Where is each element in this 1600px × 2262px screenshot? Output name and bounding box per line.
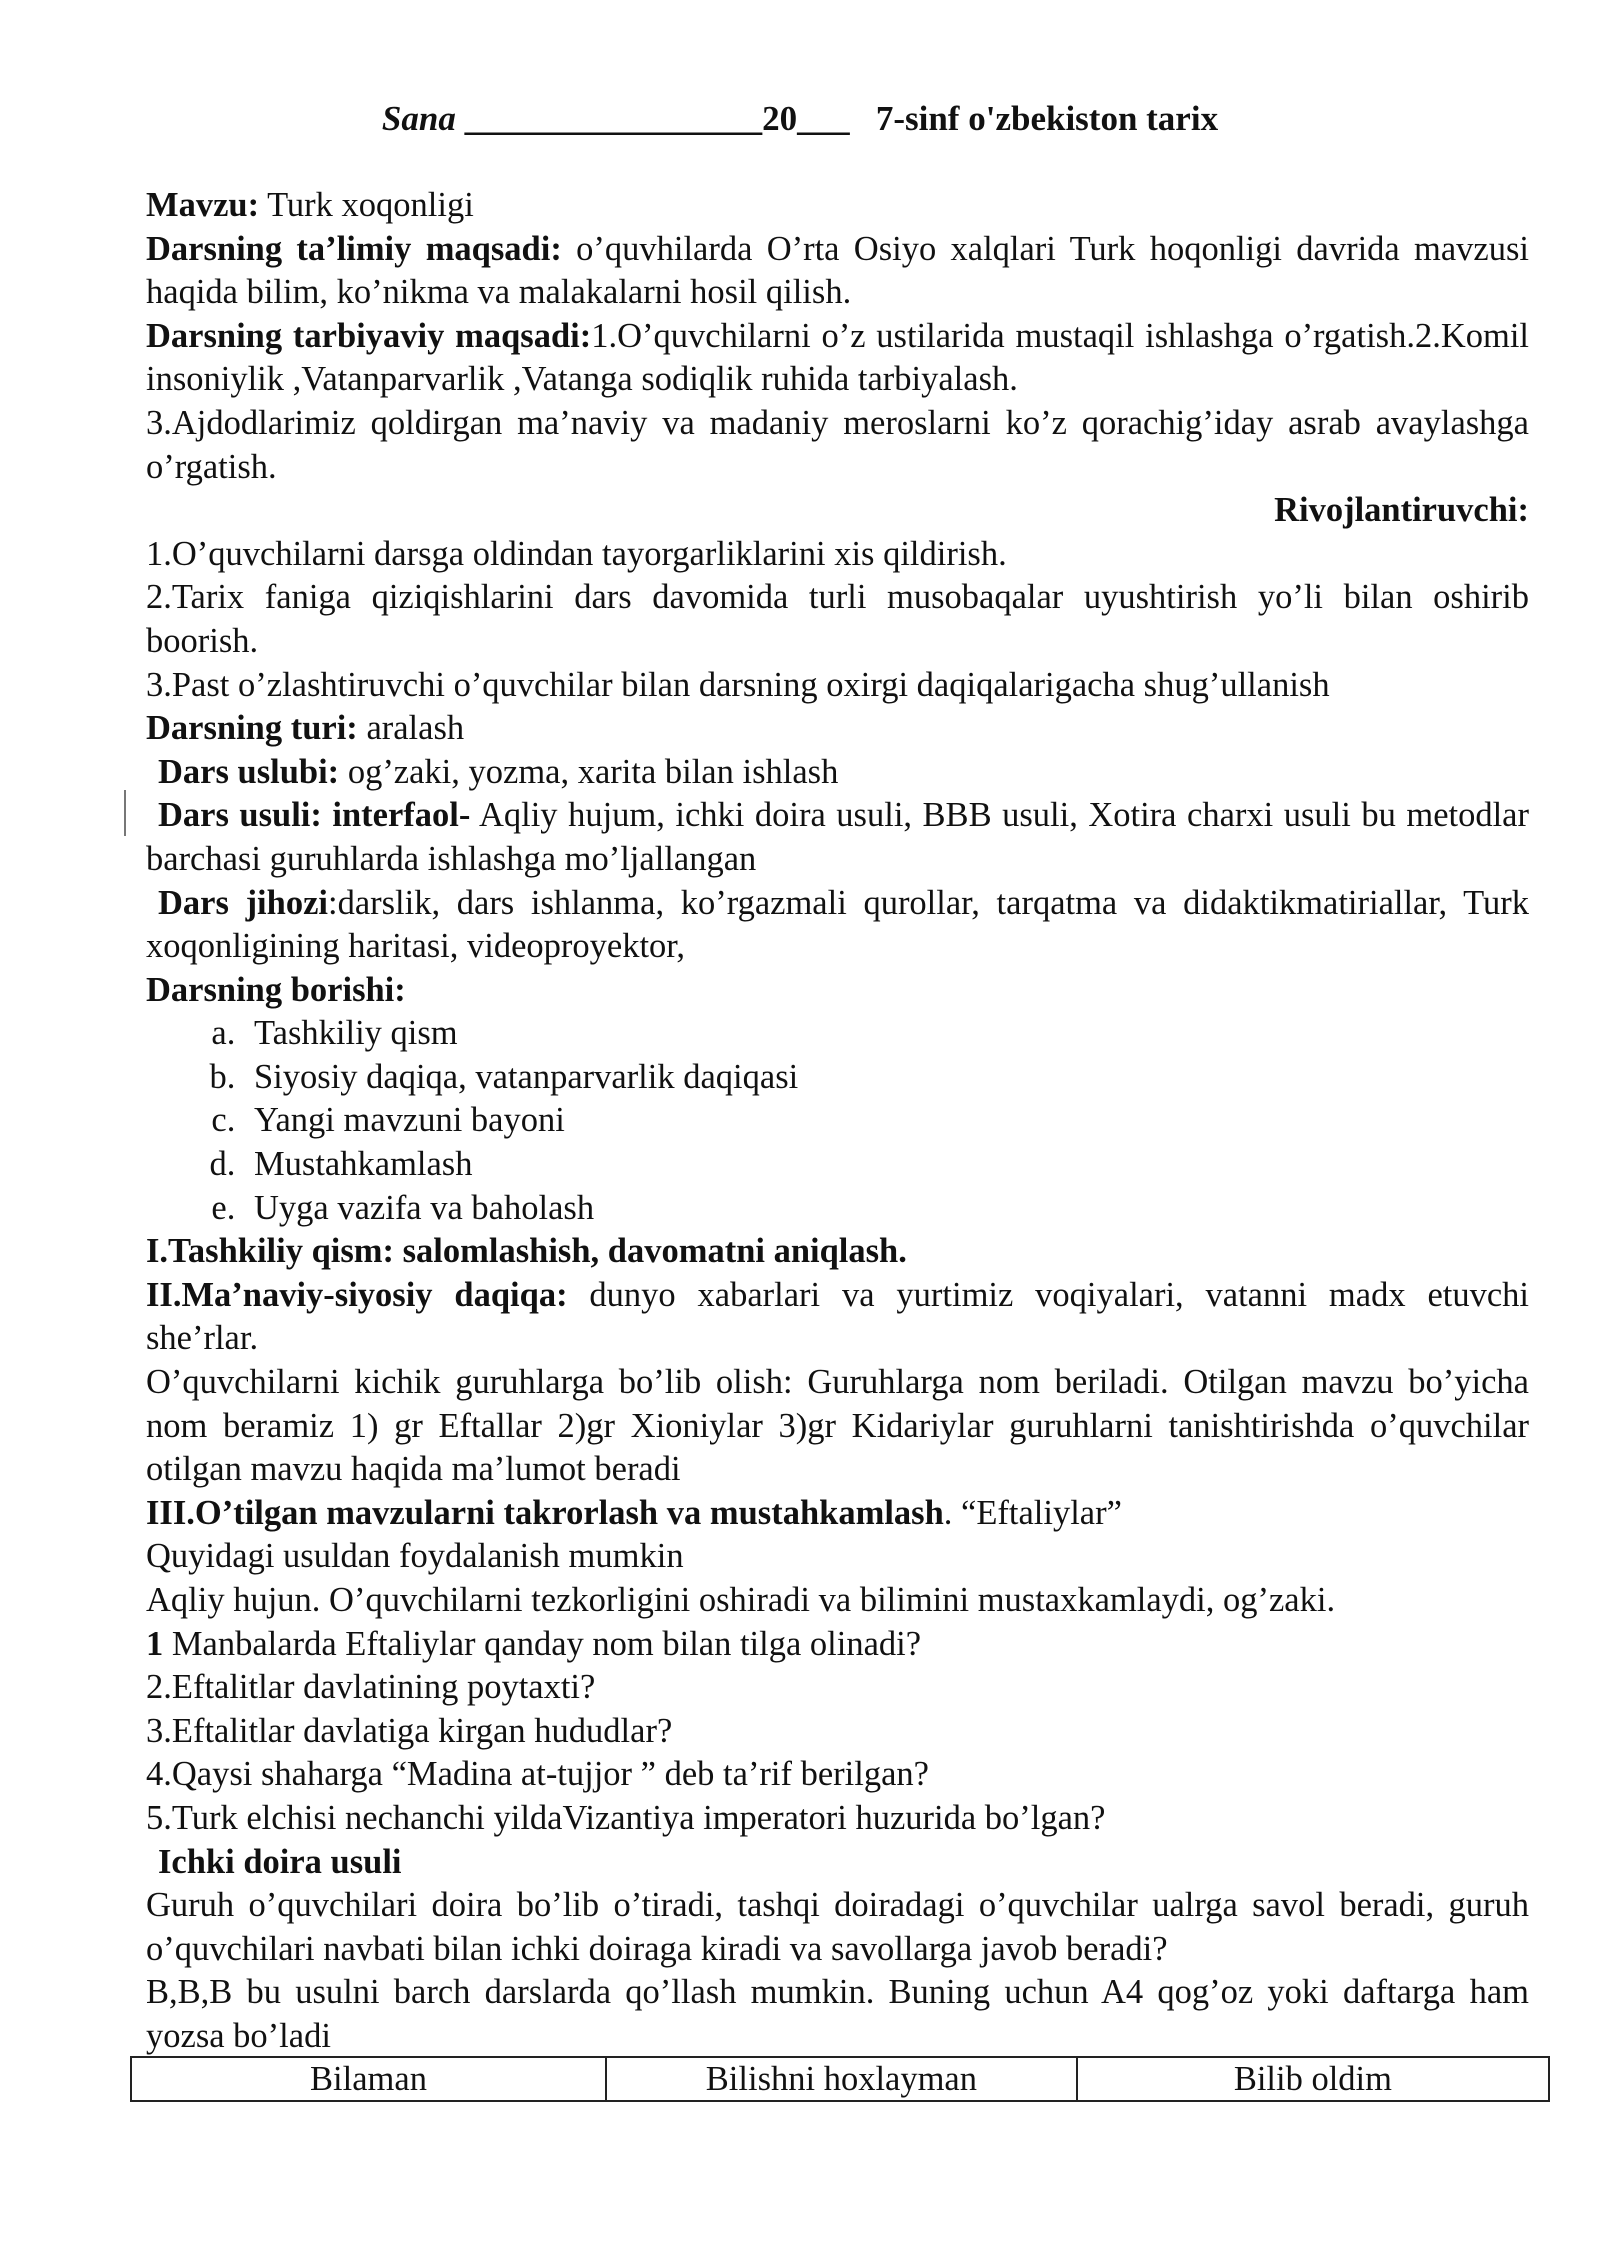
usuli-line <box>146 794 1529 881</box>
cursor-bar <box>124 790 126 836</box>
borishi-heading <box>146 969 1529 1013</box>
table-header-row <box>131 2057 1549 2101</box>
section-1 <box>146 1230 1529 1274</box>
usuli-value: Aqliy hujum, ichki doira usuli, BBB usuli, Xotira charxi usuli bu metodlar barchasi guruhlarda ishlashga mo’ljallangan <box>146 796 1529 878</box>
tarbiyaviy-label: Darsning tarbiyaviy maqsadi: <box>146 316 592 355</box>
bbb-paragraph: B,B,B bu usulni barch darslarda qo’llash mumkin. Buning uchun A4 qog’oz yoki daftarga ham yozsa bo’ladi <box>146 1973 1529 2055</box>
question-3: 3.Eftalitlar davlatiga kirgan hududlar? <box>146 1711 673 1750</box>
section-3-label: III.O’tilgan mavzularni takrorlash va mustahkamlash <box>146 1493 944 1532</box>
jihozi-label: Dars jihozi <box>158 883 328 922</box>
riv-item-1: 1.O’quvchilarni darsga oldindan tayorgarliklarini xis qildirish. <box>146 534 1007 573</box>
list-item: d. Mustahkamlash <box>244 1143 1529 1187</box>
section-2-value: dunyo xabarlari va yurtimiz voqiyalari, vatanni madx etuvchi she’rlar. <box>146 1275 1529 1358</box>
table-header-bilishni: Bilishni hoxlayman <box>606 2057 1077 2101</box>
list-item: e. Uyga vazifa va baholash <box>244 1187 1529 1231</box>
date-blank: _________________20___ <box>455 99 876 138</box>
list-item: b. Siyosiy daqiqa, vatanparvarlik daqiqasi <box>244 1056 1529 1100</box>
borishi-label: Darsning borishi: <box>146 970 406 1009</box>
talimiy-line <box>146 228 1529 315</box>
question-1 <box>146 1623 1529 1667</box>
list-item: a. Tashkiliy qism <box>244 1012 1529 1056</box>
riv-item-3: 3.Past o’zlashtiruvchi o’quvchilar bilan darsning oxirgi daqiqalarigacha shug’ullanish <box>146 665 1330 704</box>
rivojlantiruvchi-label: Rivojlantiruvchi: <box>1274 491 1529 530</box>
class-subject: 7-sinf o'zbekiston tarix <box>875 99 1219 138</box>
talimiy-value: o’quvhilarda O’rta Osiyo xalqlari Turk hoqonligi davrida mavzusi haqida bilim, ko’nikma va malakalarni hosil qilish. <box>146 229 1530 312</box>
mavzu-value: Turk xoqonligi <box>259 186 474 224</box>
rivojlantiruvchi-heading <box>146 489 1529 533</box>
page-header <box>0 98 1600 140</box>
mavzu-line <box>146 184 1529 228</box>
turi-label: Darsning turi: <box>146 709 358 748</box>
turi-line <box>146 707 1529 751</box>
ichki-title: Ichki doira usuli <box>158 1842 402 1881</box>
quyidagi-line: Quyidagi usuldan foydalanish mumkin <box>146 1537 684 1576</box>
tarbiyaviy-value: 1.O’quvchilarni o’z ustilarida mustaqil ishlashga o’rgatish.2.Komil insoniylik ,Vatanparvarlik ,Vatanga sodiqlik ruhida tarbiyalash. <box>146 316 1529 399</box>
list-item: c. Yangi mavzuni bayoni <box>244 1099 1529 1143</box>
question-1-number: 1 <box>146 1624 164 1663</box>
uslubi-line <box>146 751 1529 795</box>
tarbiyaviy-line <box>146 315 1529 402</box>
question-5: 5.Turk elchisi nechanchi yildaVizantiya imperatori huzurida bo’lgan? <box>146 1798 1106 1837</box>
sana-label: Sana <box>381 99 456 138</box>
jihozi-line <box>146 882 1529 969</box>
section-3-value: . “Eftaliylar” <box>943 1493 1122 1532</box>
question-4: 4.Qaysi shaharga “Madina at-tujjor ” deb ta’rif berilgan? <box>146 1755 929 1794</box>
borishi-list <box>146 1012 1529 1230</box>
question-2: 2.Eftalitlar davlatining poytaxti? <box>146 1668 596 1707</box>
section-3 <box>146 1492 1529 1536</box>
section-1-text: I.Tashkiliy qism: salomlashish, davomatni aniqlash. <box>146 1232 907 1271</box>
aqliy-line: Aqliy hujun. O’quvchilarni tezkorligini oshiradi va bilimini mustaxkamlaydi, og’zaki. <box>146 1581 1336 1619</box>
riv-item-2: 2.Tarix faniga qiziqishlarini dars davomida turli musobaqalar uyushtirish yo’li bilan oshirib boorish. <box>146 578 1529 660</box>
table-header-bilaman: Bilaman <box>131 2057 606 2101</box>
document-body <box>146 184 1529 2059</box>
uslubi-label: Dars uslubi: <box>158 752 340 791</box>
bbb-table <box>130 2056 1550 2102</box>
question-1-text: Manbalarda Eftaliylar qanday nom bilan tilga olinadi? <box>163 1624 922 1663</box>
ichki-paragraph: Guruh o’quvchilari doira bo’lib o’tiradi, tashqi doiradagi o’quvchilar ualrga savol beradi, guruh o’quvchilari navbati bilan ichki doiraga kiradi va savollarga javob beradi? <box>146 1886 1529 1968</box>
tarbiyaviy-3: 3.Ajdodlarimiz qoldirgan ma’naviy va madaniy meroslarni ko’z qorachig’iday asrab avaylashga o’rgatish. <box>146 403 1529 486</box>
usuli-label: Dars usuli: interfaol- <box>158 796 471 835</box>
section-2 <box>146 1274 1529 1361</box>
uslubi-value: og’zaki, yozma, xarita bilan ishlash <box>339 752 839 791</box>
mavzu-label: Mavzu: <box>146 186 260 224</box>
groups-paragraph: O’quvchilarni kichik guruhlarga bo’lib olish: Guruhlarga nom beriladi. Otilgan mavzu bo’yicha nom beramiz 1) gr Eftallar 2)gr Xioniylar 3)gr Kidariylar guruhlarni tanishtirishda o’quvchilar otilgan mavzu haqida ma’lumot beradi <box>146 1363 1529 1489</box>
jihozi-value: :darslik, dars ishlanma, ko’rgazmali qurollar, tarqatma va didaktikmatiriallar, Turk xoqonligining haritasi, videoproyektor, <box>146 883 1529 966</box>
turi-value: aralash <box>357 709 465 748</box>
section-2-label: II.Ma’naviy-siyosiy daqiqa: <box>146 1275 568 1314</box>
table-header-bilib: Bilib oldim <box>1077 2057 1549 2101</box>
ichki-heading <box>146 1841 1529 1885</box>
talimiy-label: Darsning ta’limiy maqsadi: <box>146 229 562 268</box>
